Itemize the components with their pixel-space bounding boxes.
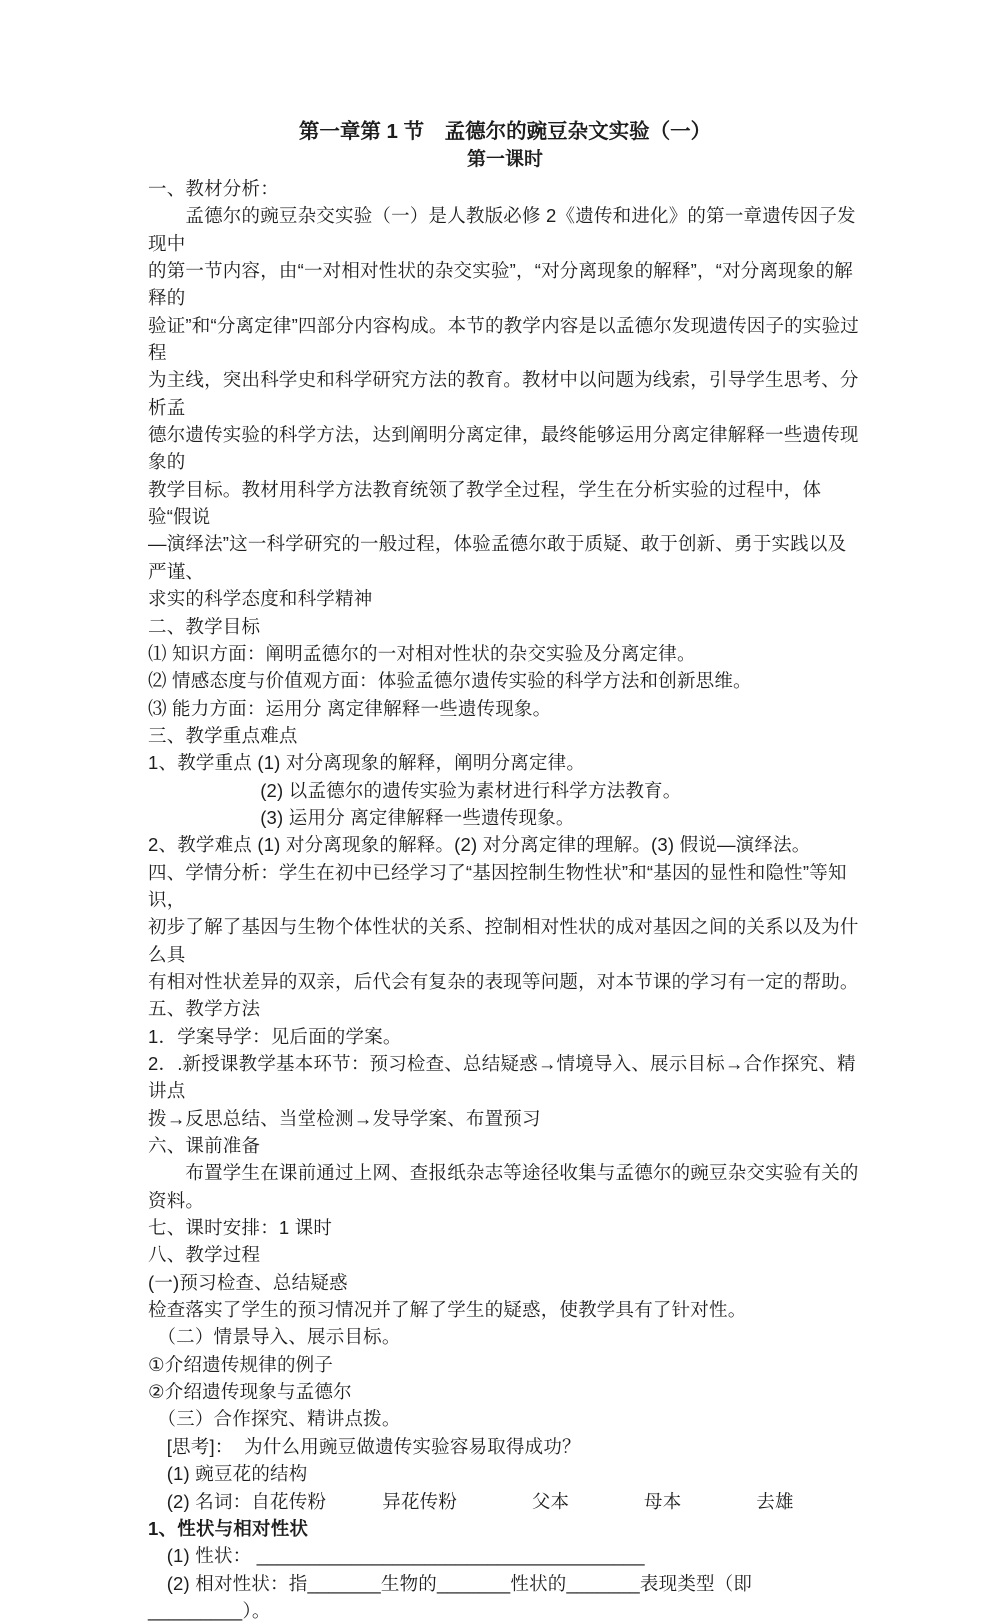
text-line: 为主线，突出科学史和科学研究方法的教育。教材中以问题为线索，引导学生思考、分析孟 bbox=[148, 369, 859, 418]
text-line: 1．学案导学：见后面的学案。 bbox=[148, 1025, 402, 1047]
text-line: 七、课时安排：1 课时 bbox=[148, 1217, 333, 1239]
text-line: 拨→反思总结、当堂检测→发导学案、布置预习 bbox=[148, 1107, 541, 1129]
document-title: 第一章第 1 节 孟德尔的豌豆杂文实验（一） bbox=[298, 120, 712, 143]
text-line: 2、教学难点 (1) 对分离现象的解释。(2) 对分离定律的理解。(3) 假说—演绎法。 bbox=[148, 834, 811, 856]
text-line: 孟德尔的豌豆杂交实验（一）是人教版必修 2《遗传和进化》的第一章遗传因子发现中 bbox=[148, 205, 856, 254]
text-line: 2．.新授课教学基本环节：预习检查、总结疑惑→情境导入、展示目标→合作探究、精讲点 bbox=[148, 1053, 856, 1102]
text-line: 的第一节内容，由“一对相对性状的杂交实验”，“对分离现象的解释”，“对分离现象的解释的 bbox=[148, 260, 854, 309]
text-line: 求实的科学态度和科学精神 bbox=[148, 588, 373, 610]
text-line: 三、教学重点难点 bbox=[148, 724, 298, 746]
text-line: 布置学生在课前通过上网、查报纸杂志等途径收集与孟德尔的豌豆杂交实验有关的资料。 bbox=[148, 1162, 859, 1211]
text-line: [思考]： 为什么用豌豆做遗传实验容易取得成功？ bbox=[148, 1435, 581, 1457]
text-line: 一、教材分析： bbox=[148, 178, 279, 199]
text-line: (一)预习检查、总结疑惑 bbox=[148, 1271, 348, 1293]
text-line: ⑴ 知识方面：阐明孟德尔的一对相对性状的杂交实验及分离定律。 bbox=[148, 642, 696, 664]
text-line: 检查落实了学生的预习情况并了解了学生的疑惑，使教学具有了针对性。 bbox=[148, 1299, 747, 1321]
text-line: (3) 运用分 离定律解释一些遗传现象。 bbox=[148, 806, 575, 828]
text-line: 四、学情分析：学生在初中已经学习了“基因控制生物性状”和“基因的显性和隐性”等知识， bbox=[148, 861, 847, 910]
text-line: 六、课前准备 bbox=[148, 1135, 261, 1157]
text-line: (1) 性状： _____________________________________ bbox=[148, 1545, 645, 1567]
text-line: ⑵ 情感态度与价值观方面：体验孟德尔遗传实验的科学方法和创新思维。 bbox=[148, 670, 752, 692]
text-line: （三）合作探究、精讲点拨。 bbox=[148, 1408, 401, 1430]
text-line: (2) 名词：自花传粉 异花传粉 父本 母本 去雄 bbox=[148, 1490, 794, 1512]
text-line: 二、教学目标 bbox=[148, 615, 261, 637]
text-line: 八、教学过程 bbox=[148, 1244, 261, 1266]
text-line: 1、性状与相对性状 bbox=[148, 1517, 309, 1539]
document-body bbox=[148, 175, 862, 1624]
text-line: ②介绍遗传现象与孟德尔 bbox=[148, 1381, 352, 1403]
text-line: （二）情景导入、展示目标。 bbox=[148, 1326, 401, 1348]
text-line: 验证”和“分离定律”四部分内容构成。本节的教学内容是以孟德尔发现遗传因子的实验过程 bbox=[148, 314, 859, 364]
text-line: ①介绍遗传规律的例子 bbox=[148, 1353, 334, 1375]
text-line: (2) 相对性状：指_______生物的_______性状的_______表现类型（即_________）。 bbox=[148, 1572, 753, 1621]
text-line: (2) 以孟德尔的遗传实验为素材进行科学方法教育。 bbox=[148, 779, 682, 801]
text-line: 五、教学方法 bbox=[148, 998, 261, 1020]
text-line: 初步了解了基因与生物个体性状的关系、控制相对性状的成对基因之间的关系以及为什么具 bbox=[148, 916, 859, 965]
text-line: —演绎法”这一科学研究的一般过程，体验孟德尔敢于质疑、敢于创新、勇于实践以及严谨、 bbox=[148, 533, 847, 582]
text-line: 德尔遗传实验的科学方法，达到阐明分离定律，最终能够运用分离定律解释一些遗传现象的 bbox=[148, 424, 859, 473]
text-line: 教学目标。教材用科学方法教育统领了教学全过程，学生在分析实验的过程中，体验“假说 bbox=[148, 478, 822, 528]
text-line: ⑶ 能力方面：运用分 离定律解释一些遗传现象。 bbox=[148, 697, 552, 719]
text-line: (1) 豌豆花的结构 bbox=[148, 1463, 308, 1485]
document-subtitle: 第一课时 bbox=[466, 149, 543, 170]
text-line: 有相对性状差异的双亲，后代会有复杂的表现等问题，对本节课的学习有一定的帮助。 bbox=[148, 970, 859, 992]
text-line: 1、教学重点 (1) 对分离现象的解释，阐明分离定律。 bbox=[148, 752, 586, 774]
